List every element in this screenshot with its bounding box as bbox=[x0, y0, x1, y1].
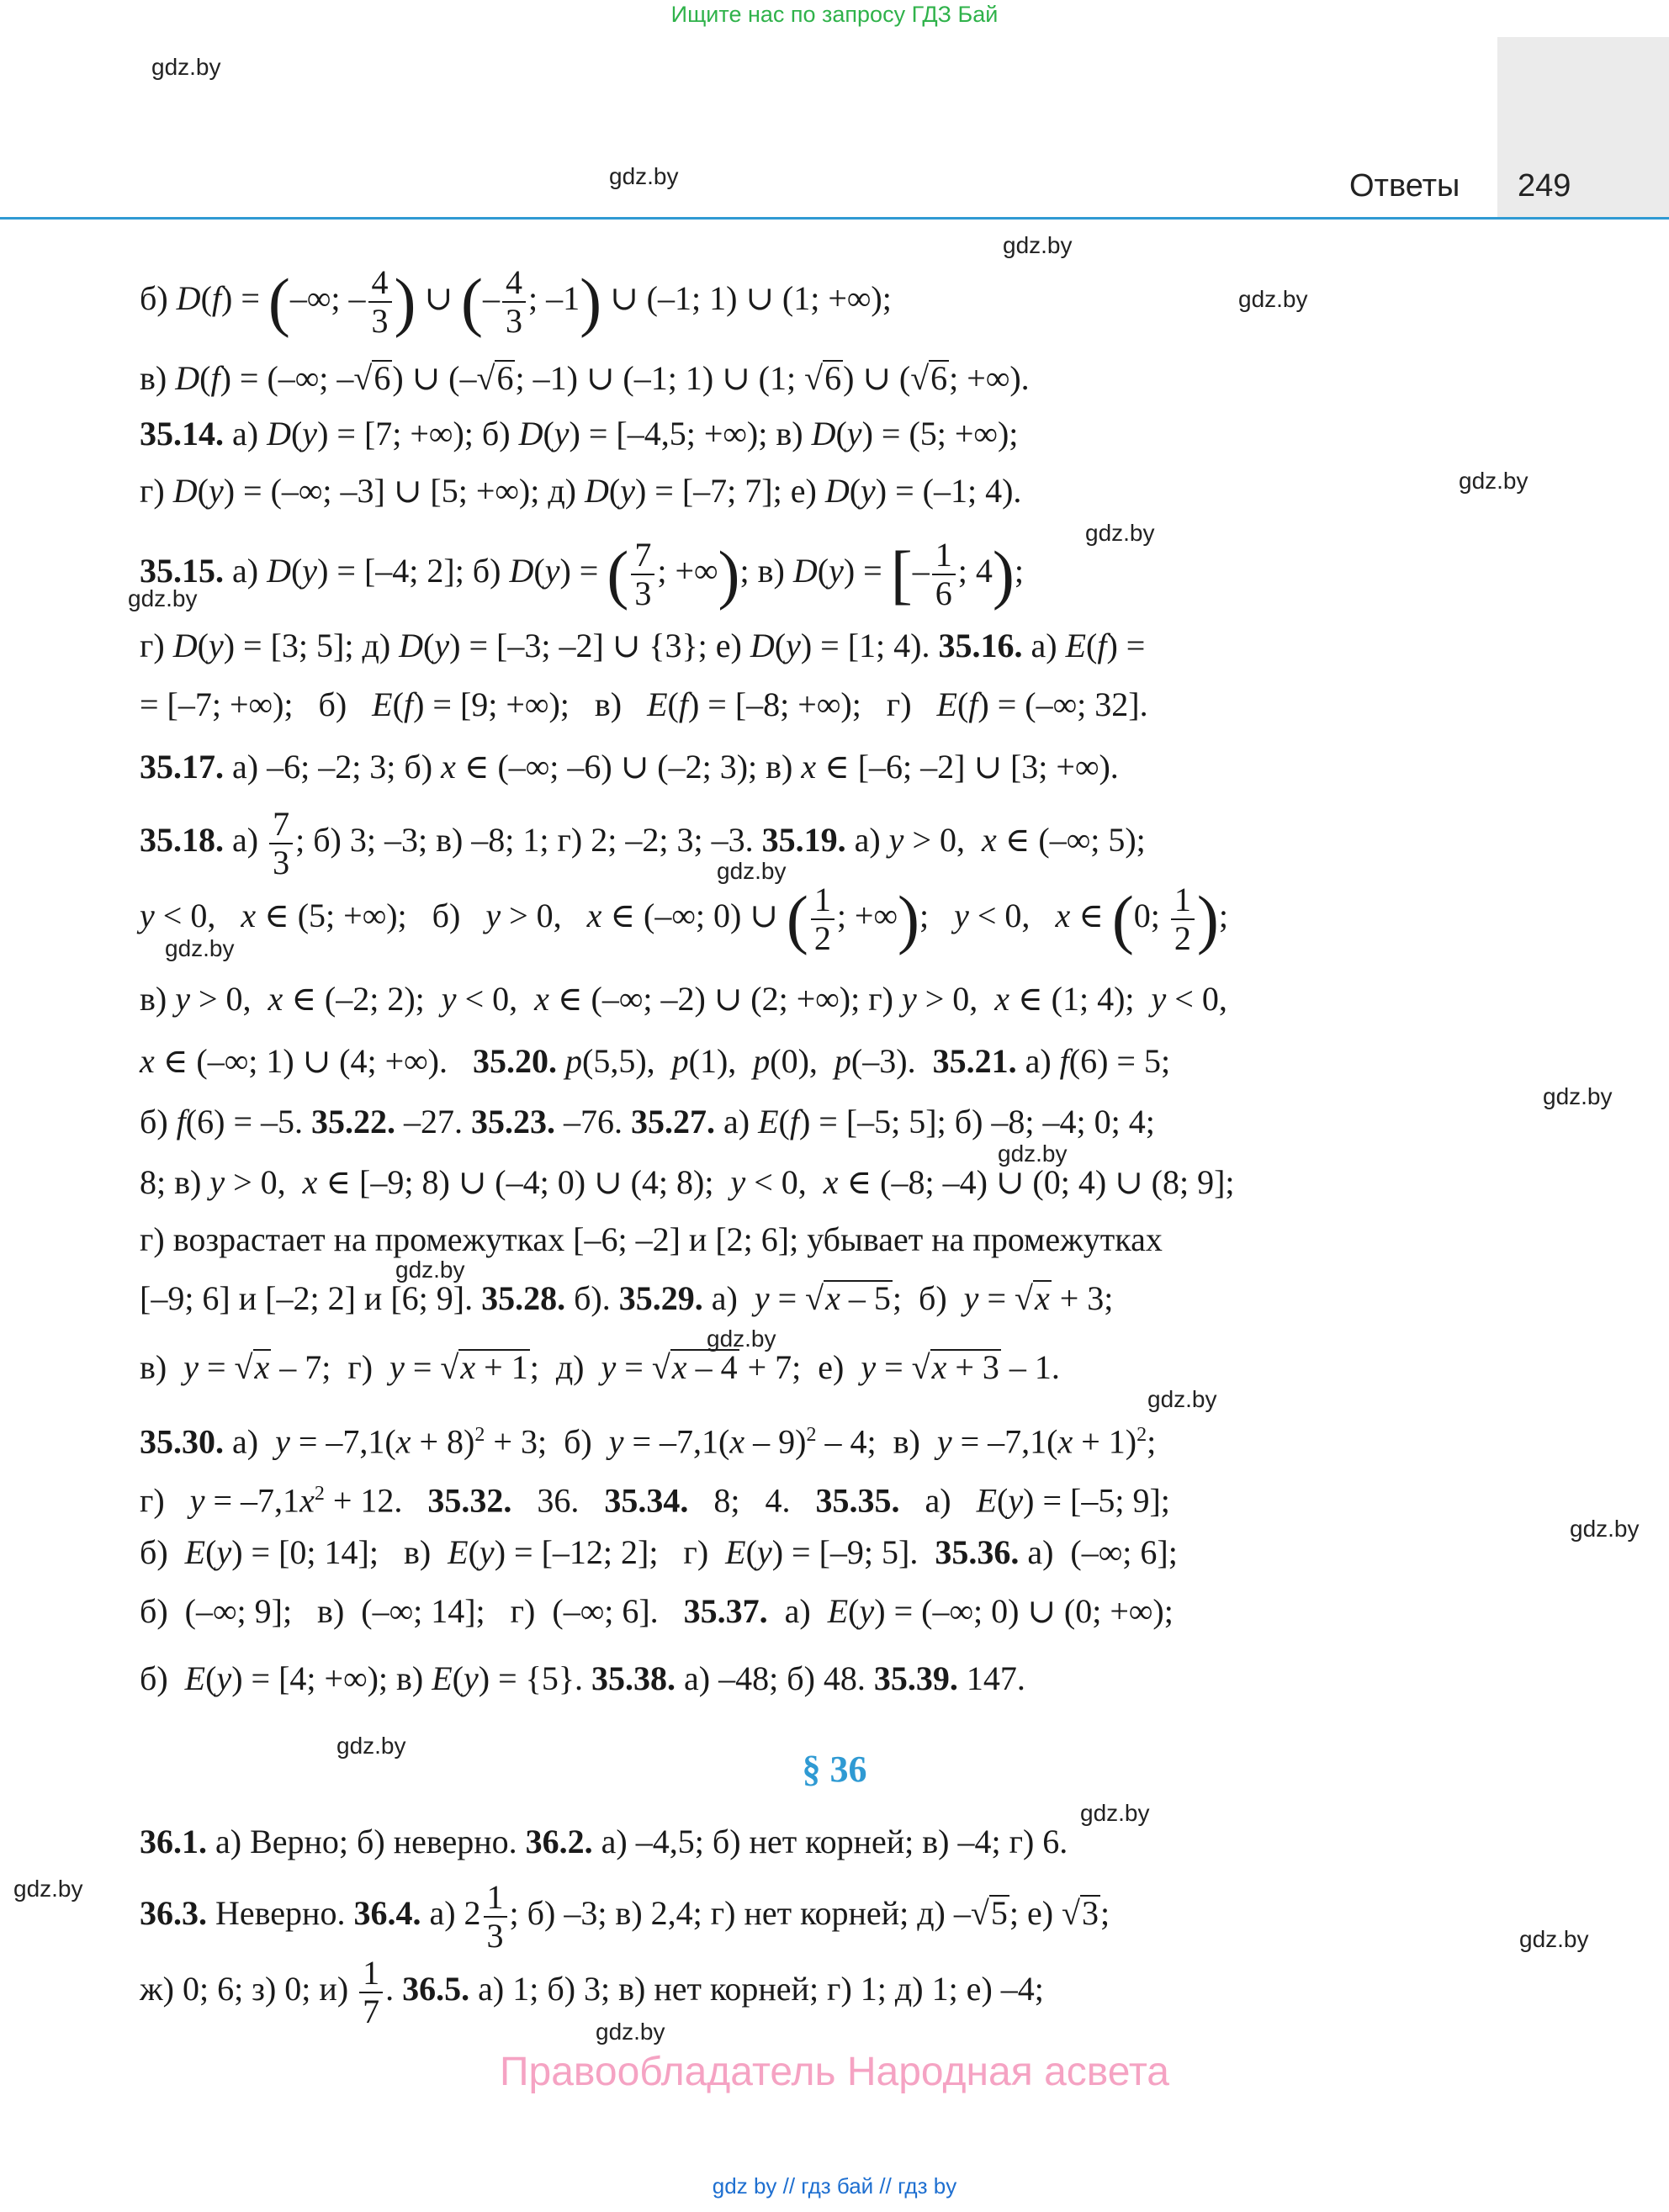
watermark: gdz.by bbox=[151, 54, 221, 80]
answer-line: б) D(f) = (–∞; – $\frac{4}{3}$ ) ∪ (– $\frac{4}{3}$ ; –1) ∪ (–1; 1) ∪ (1; +∞); bbox=[140, 263, 892, 340]
watermark: gdz.by bbox=[1147, 1386, 1217, 1412]
watermark: gdz.by bbox=[717, 858, 787, 884]
watermark: gdz.by bbox=[1080, 1800, 1150, 1826]
answer-35-27-line-2: г) возрастает на промежутках [–6; –2] и [2; 6]; убывает на промежутках bbox=[140, 1220, 1163, 1258]
answer-36-4-line: 36.3. Неверно. 36.4. а) 2 $\frac{1}{3}$ ; б) –3; в) 2,4; г) нет корней; д) –√5; е) √3; bbox=[140, 1878, 1110, 1955]
answer-35-35-line-2: б) E(y) = [0; 14]; в) E(y) = [–12; 2]; г) E(y) = [–9; 5]. 35.36. а) (–∞; 6]; bbox=[140, 1533, 1178, 1571]
watermark: gdz.by bbox=[13, 1876, 83, 1902]
answer-35-29-line-2: в) y = √x – 7; г) y = √x + 1; д) y = √x – 4 + 7; е) y = √x + 3 – 1. bbox=[140, 1348, 1060, 1386]
answer-35-29-line-1: [–9; 6] и [–2; 2] и [6; 9]. 35.28. б). 35.29. а) y = √x – 5; б) y = √x + 3; bbox=[140, 1279, 1114, 1317]
answer-35-39-line: б) E(y) = [4; +∞); в) E(y) = {5}. 35.38. а) –48; б) 48. 35.39. 147. bbox=[140, 1659, 1025, 1697]
answer-35-14-line-1: 35.14. а) D(y) = [7; +∞); б) D(y) = [–4,5; +∞); в) D(y) = (5; +∞); bbox=[140, 415, 1019, 452]
answer-35-20-line: x ∈ (–∞; 1) ∪ (4; +∞). 35.20. p(5,5), p(1), p(0), p(–3). 35.21. а) f(6) = 5; bbox=[140, 1042, 1171, 1080]
top-note: Ищите нас по запросу ГДЗ Бай bbox=[670, 2, 999, 27]
watermark: gdz.by bbox=[609, 163, 679, 189]
answer-36-2-line: 36.1. а) Верно; б) неверно. 36.2. а) –4,5; б) нет корней; в) –4; г) 6. bbox=[140, 1823, 1068, 1860]
answer-35-18-line: 35.18. а) $\frac{7}{3}$ ; б) 3; –3; в) –8; 1; г) 2; –2; 3; –3. 35.19. а) y > 0, x ∈ (–∞; 5); bbox=[140, 805, 1146, 881]
watermark: gdz.by bbox=[596, 2019, 665, 2045]
watermark: gdz.by bbox=[165, 935, 235, 961]
answer-35-30-line: 35.30. а) $y = -7,1(x + 8)^2 + 3$; б) y = –7,1(x – 9)$^2$ – 4; в) $y = -7,1(x + 1)^2$; bbox=[140, 1422, 1157, 1461]
answer-35-27-line-1: 8; в) y > 0, x ∈ [–9; 8) ∪ (–4; 0) ∪ (4; 8); y < 0, x ∈ (–8; –4) ∪ (0; 4) ∪ (8; 9]; bbox=[140, 1163, 1235, 1201]
header-rule bbox=[0, 217, 1669, 220]
rights-holder-footer: Правообладатель Народная асвета bbox=[500, 2050, 1169, 2094]
answer-35-37-line: б) (–∞; 9]; в) (–∞; 14]; г) (–∞; 6]. 35.37. а) E(y) = (–∞; 0) ∪ (0; +∞); bbox=[140, 1592, 1174, 1630]
footer-links[interactable]: gdz by // гдз бай // гдз by bbox=[712, 2173, 957, 2199]
answer-35-15-line-2: г) D(y) = [3; 5]; д) D(y) = [–3; –2] ∪ {3}; е) D(y) = [1; 4). 35.16. а) E(f) = bbox=[140, 627, 1146, 664]
answer-35-19-line-1: y < 0, x ∈ (5; +∞); б) y > 0, x ∈ (–∞; 0) ∪ ( $\frac{1}{2}$ ; +∞); y < 0, x ∈ (0; $\frac{1}{2}$ ); bbox=[140, 881, 1229, 957]
watermark: gdz.by bbox=[707, 1326, 776, 1352]
answer-35-14-line-2: г) D(y) = (–∞; –3] ∪ [5; +∞); д) D(y) = [–7; 7]; е) D(y) = (–1; 4). bbox=[140, 472, 1022, 510]
watermark: gdz.by bbox=[1085, 520, 1155, 546]
watermark: gdz.by bbox=[128, 585, 198, 611]
page-number: 249 bbox=[1518, 168, 1571, 204]
answer-35-16-line: = [–7; +∞); б) E(f) = [9; +∞); в) E(f) = [–8; +∞); г) E(f) = (–∞; 32]. bbox=[140, 685, 1148, 723]
watermark: gdz.by bbox=[1238, 286, 1308, 312]
answer-line: в) D(f) = (–∞; –√6) ∪ (–√6; –1) ∪ (–1; 1) ∪ (1; √6) ∪ (√6; +∞). bbox=[140, 359, 1030, 397]
answer-35-19-line-2: в) y > 0, x ∈ (–2; 2); y < 0, x ∈ (–∞; –2) ∪ (2; +∞); г) y > 0, x ∈ (1; 4); y < 0, bbox=[140, 980, 1227, 1018]
answer-35-23-line: б) f(6) = –5. 35.22. –27. 35.23. –76. 35.27. а) E(f) = [–5; 5]; б) –8; –4; 0; 4; bbox=[140, 1103, 1155, 1140]
watermark: gdz.by bbox=[395, 1257, 465, 1283]
section-title: § 36 bbox=[802, 1749, 867, 1790]
watermark: gdz.by bbox=[1570, 1516, 1640, 1542]
watermark: gdz.by bbox=[998, 1140, 1068, 1167]
answer-35-17-line: 35.17. а) –6; –2; 3; б) x ∈ (–∞; –6) ∪ (–2; 3); в) x ∈ [–6; –2] ∪ [3; +∞). bbox=[140, 748, 1119, 786]
answer-35-15-line-1: 35.15. а) D(y) = [–4; 2]; б) D(y) = ( $\frac{7}{3}$ ; +∞); в) D(y) = [– $\frac{1}{6}$ ; 4); bbox=[140, 536, 1024, 612]
answer-35-35-line-1: г) $y = -7,1x^2 + 12$. 35.32. 36. 35.34. 8; 4. 35.35. а) E(y) = [–5; 9]; bbox=[140, 1481, 1170, 1520]
watermark: gdz.by bbox=[336, 1733, 406, 1759]
watermark: gdz.by bbox=[1459, 468, 1529, 494]
watermark: gdz.by bbox=[1543, 1083, 1613, 1109]
watermark: gdz.by bbox=[1003, 232, 1073, 258]
watermark: gdz.by bbox=[1519, 1926, 1589, 1952]
header-section-name: Ответы bbox=[1349, 168, 1460, 204]
answer-36-5-line: ж) 0; 6; з) 0; и) $\frac{1}{7}$ . 36.5. а) 1; б) 3; в) нет корней; г) 1; д) 1; е) –4; bbox=[140, 1954, 1044, 2030]
